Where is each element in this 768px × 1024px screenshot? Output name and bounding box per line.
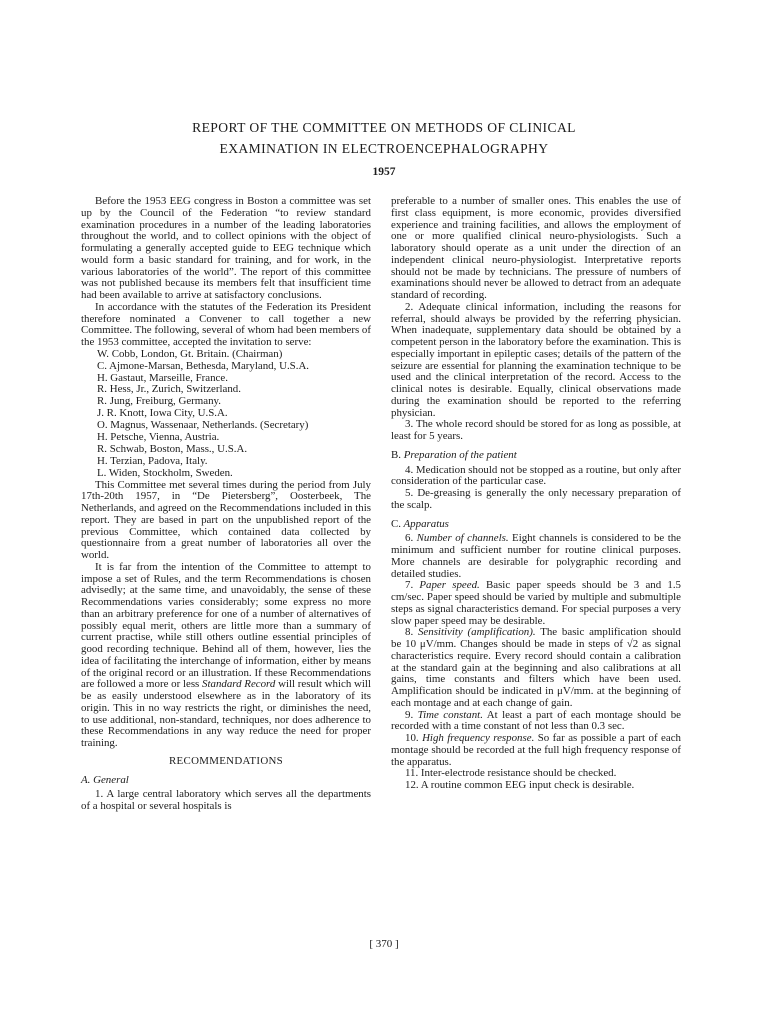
- member-item: L. Widen, Stockholm, Sweden.: [97, 466, 233, 479]
- rec-9-number: 9.: [405, 708, 418, 721]
- rec-7-text: Basic paper speeds should be 3 and 1.5 cm/sec. Paper speed should be varied by multiple and submultiple steps as signal characteristics demand. For special purposes a very slow paper speed may be desirable.: [391, 579, 682, 627]
- rec-10-title: High frequency response.: [422, 732, 535, 744]
- right-column: [391, 196, 681, 792]
- intention-text-b: will result which will be as easily understood elsewhere as in the laboratory of its origin. This in no way restricts the right, or diminishes the need, to use additional, non-standard, techniques, nor does adherence to these Recommendations in any way reduce the need for proper training.: [81, 678, 371, 750]
- recommendation-4: 4. Medication should not be stopped as a routine, but only after consideration of the particular case.: [391, 463, 681, 488]
- member-item: R. Schwab, Boston, Mass., U.S.A.: [97, 443, 248, 455]
- intention-paragraph: [81, 562, 371, 750]
- section-b-heading: [391, 450, 681, 462]
- section-b-letter: B.: [391, 448, 401, 461]
- left-column: [81, 196, 371, 813]
- year: 1957: [372, 166, 396, 178]
- member-item: O. Magnus, Wassenaar, Netherlands. (Secretary): [97, 419, 309, 432]
- committee-member-list: [81, 349, 371, 480]
- title-line-2: EXAMINATION IN ELECTROENCEPHALOGRAPHY: [219, 141, 549, 156]
- recommendation-6: [391, 533, 681, 580]
- member-item: R. Hess, Jr., Zurich, Switzerland.: [97, 383, 241, 396]
- rec-8-title: Sensitivity (amplification).: [417, 626, 536, 639]
- recommendation-7: [391, 580, 681, 627]
- rec-7-number: 7.: [405, 579, 420, 592]
- section-b-title: Preparation of the patient: [403, 448, 517, 461]
- member-item: J. R. Knott, Iowa City, U.S.A.: [97, 407, 228, 420]
- rec-6-text: Eight channels is considered to be the minimum and sufficient number for routine clinical purposes. More channels are desirable for polygraphic recording and detailed studies.: [391, 532, 682, 580]
- title-line-1: REPORT OF THE COMMITTEE ON METHODS OF CLINICAL: [192, 120, 576, 135]
- standard-record-term: Standard Record: [202, 678, 276, 691]
- section-c-title: Apparatus: [403, 517, 449, 530]
- member-item: H. Terzian, Padova, Italy.: [97, 454, 208, 467]
- rec-9-title: Time constant.: [417, 708, 483, 721]
- member-item: C. Ajmone-Marsan, Bethesda, Maryland, U.S.A.: [97, 359, 310, 372]
- section-c-letter: C.: [391, 517, 401, 530]
- member-item: W. Cobb, London, Gt. Britain. (Chairman): [97, 347, 283, 360]
- section-c-heading: [391, 519, 681, 531]
- recommendation-8: [391, 627, 681, 709]
- rec-6-title: Number of channels.: [416, 532, 509, 545]
- member-item: H. Petsche, Vienna, Austria.: [97, 431, 220, 444]
- section-a-heading: A. General: [81, 773, 129, 786]
- page-number: [ 370 ]: [369, 938, 399, 950]
- rec-8-text: The basic amplification should be 10 μV/mm. Changes should be made in steps of √2 as signal characteristics require. Every record should contain a calibration at the standard gain at the beginning and also calibrations at all gains, time constants and filters which have been used. Amplification should be indicated in μV/mm. at the beginning of each montage and at each change of gain.: [391, 626, 681, 709]
- recommendations-heading: RECOMMENDATIONS: [168, 754, 284, 767]
- recommendation-11: 11. Inter-electrode resistance should be checked.: [405, 767, 617, 780]
- rec-6-number: 6.: [405, 532, 417, 545]
- meeting-paragraph: This Committee met several times during the period from July 17th-20th 1957, in “De Pietersberg”, Oosterbeek, The Netherlands, and agreed on the Recommendations included in this report. They are based in part on the unpublished report of the previous Committee, which contained data collected by questionnaire from a great number of laboratories all over the world.: [81, 478, 371, 562]
- recommendation-1: 1. A large central laboratory which serves all the departments of a hospital or several hospitals is: [81, 788, 371, 813]
- recommendation-2: 2. Adequate clinical information, including the reasons for referral, should always be provided by the referring physician. When inadequate, supplementary data should be obtained by a competent person in the laboratory before the examination. This is especially important in epileptic cases; details of the pattern of the seizure are essential for planning the examination technique to be used and the clinical interpretation of the record. Access to the clinical notes is desirable. Equally, clinical observations made during the examination should be reported to the referring physician.: [391, 300, 681, 419]
- member-item: R. Jung, Freiburg, Germany.: [97, 395, 222, 408]
- recommendation-12: 12. A routine common EEG input check is desirable.: [405, 779, 635, 791]
- intro-paragraph: Before the 1953 EEG congress in Boston a committee was set up by the Council of the Federation “to review standard examination procedures in a number of the leading laboratories throughout the world, and to collect opinions with the object of formulating a generally accepted guide to EEG technique which would form a basic standard for training, and for work, in the various laboratories of the world”. The report of this committee was not published because its members felt that insufficient time had been available to arrive at satisfactory conclusions.: [81, 195, 371, 301]
- federation-paragraph: In accordance with the statutes of the Federation its President therefore nominated a Convener to call together a new Committee. The following, several of whom had been members of the 1953 committee, accepted the invitation to serve:: [81, 300, 371, 348]
- rec-10-text: So far as possible a part of each montage should be recorded at the full high frequency response of the apparatus.: [391, 732, 681, 768]
- recommendation-9: [391, 710, 681, 734]
- recommendation-1-continued: preferable to a number of smaller ones. This enables the use of first class equipment, is more economic, provides diversified experience and training facilities, and allows the employment of one or more qualified clinical neuro-physiologists. Such a laboratory should operate as a unit under the direction of an independent clinical neuro-physiologist. Interpretative reports should not be made by technicians. The pressure of numbers of examinations should never be allowed to detract from an adequate standard of recording.: [391, 195, 681, 301]
- rec-7-title: Paper speed.: [419, 579, 480, 592]
- intention-text-a: It is far from the intention of the Committee to attempt to impose a set of Rules, and the term Recommendations is chosen advisedly; at the same time, and unavoidably, the sense of these Recommendations varies considerably; some express no more than an arbitrary preference for one of a number of alternatives of possibly equal merit, others are little more than a summary of current practise, while still others outline essential principles of good recording technique. Behind all of them, however, lies the idea of facilitating the interchange of information, either by means of the original record or an illustration. If these Recommendations are followed a more or less: [81, 560, 371, 691]
- rec-9-text: At least a part of each montage should be recorded with a time constant of not less than 0.3 sec.: [391, 708, 682, 733]
- recommendation-5: 5. De-greasing is generally the only necessary preparation of the scalp.: [391, 487, 681, 511]
- member-item: H. Gastaut, Marseille, France.: [97, 371, 228, 384]
- rec-8-number: 8.: [405, 626, 418, 639]
- recommendation-3: 3. The whole record should be stored for as long as possible, at least for 5 years.: [391, 418, 681, 442]
- recommendation-10: [391, 733, 681, 768]
- rec-10-number: 10.: [405, 732, 423, 744]
